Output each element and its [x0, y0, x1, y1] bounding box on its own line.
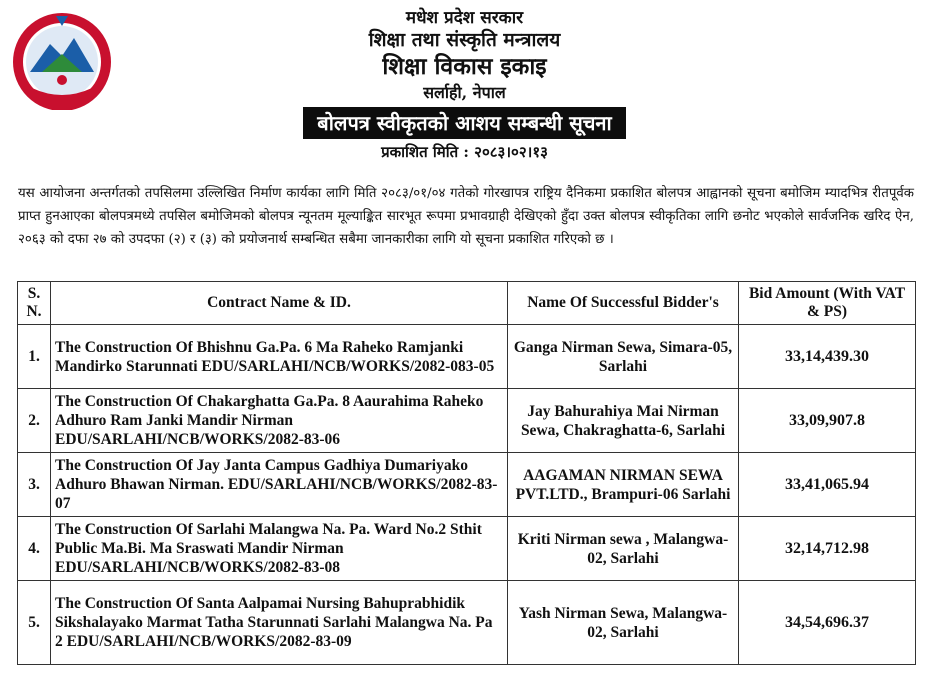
- row-contract: The Construction Of Jay Janta Campus Gadhiya Dumariyako Adhuro Bhawan Nirman. EDU/SARLAHI/NCB/WORKS/2082-83-07: [51, 453, 508, 517]
- province-government: मधेश प्रदेश सरकार: [405, 8, 524, 28]
- row-contract: The Construction Of Bhishnu Ga.Pa. 6 Ma Raheko Ramjanki Mandirko Starunnati EDU/SARLAHI/NCB/WORKS/2082-083-05: [51, 325, 508, 389]
- location: सर्लाही, नेपाल: [423, 83, 506, 102]
- row-bidder: Yash Nirman Sewa, Malangwa-02, Sarlahi: [508, 581, 739, 665]
- row-bidder: Kriti Nirman sewa , Malangwa-02, Sarlahi: [508, 517, 739, 581]
- table-row: [18, 389, 916, 453]
- row-amount: 33,41,065.94: [739, 453, 916, 517]
- row-sn: 2.: [18, 389, 51, 453]
- header-amount: Bid Amount (With VAT & PS): [739, 282, 916, 325]
- row-amount: 33,09,907.8: [739, 389, 916, 453]
- notice-paragraph: यस आयोजना अन्तर्गतको तपसिलमा उल्लिखित निर्माण कार्यका लागि मिति २०८३/०१/०४ गतेको गोरखापत्र राष्ट्रिय दैनिकमा प्रकाशित बोलपत्र आह्वानको सूचना बमोजिम म्यादभित्र रीतपूर्वक प्राप्त हुनआएका बोलपत्रमध्ये तपसिल बमोजिमको बोलपत्र न्यूनतम मूल्याङ्कित सारभूत रूपमा प्रभावग्राही देखिएको हुँदा उक्त बोलपत्र स्वीकृतिका लागि छनोट भएकोले सार्वजनिक खरिद ऐन, २०६३ को दफा २७ को उपदफा (२) र (३) को प्रयोजनार्थ सम्बन्धित सबैमा जानकारीका लागि यो सूचना प्रकाशित गरिएको छ ।: [18, 186, 914, 247]
- row-contract: The Construction Of Chakarghatta Ga.Pa. 8 Aaurahima Raheko Adhuro Ram Janki Mandir Nirman EDU/SARLAHI/NCB/WORKS/2082-83-06: [51, 389, 508, 453]
- row-amount: 32,14,712.98: [739, 517, 916, 581]
- header-contract: Contract Name & ID.: [51, 282, 508, 325]
- notice-title: बोलपत्र स्वीकृतको आशय सम्बन्धी सूचना: [303, 107, 625, 139]
- table-row: [18, 453, 916, 517]
- header: [0, 8, 929, 163]
- row-sn: 1.: [18, 325, 51, 389]
- row-bidder: AAGAMAN NIRMAN SEWA PVT.LTD., Brampuri-06 Sarlahi: [508, 453, 739, 517]
- table-header-row: [18, 282, 916, 325]
- row-sn: 3.: [18, 453, 51, 517]
- row-contract: The Construction Of Santa Aalpamai Nursing Bahuprabhidik Sikshalayako Marmat Tatha Starunnati Sarlahi Malangwa Na. Pa 2 EDU/SARLAHI/NCB/WORKS/2082-83-09: [51, 581, 508, 665]
- row-contract: The Construction Of Sarlahi Malangwa Na. Pa. Ward No.2 Sthit Public Ma.Bi. Ma Sraswati Mandir Nirman EDU/SARLAHI/NCB/WORKS/2082-83-08: [51, 517, 508, 581]
- published-date: प्रकाशित मिति : २०८३।०२।१३: [381, 143, 548, 161]
- bid-table: [17, 281, 916, 665]
- header-sn: S. N.: [18, 282, 51, 325]
- row-amount: 33,14,439.30: [739, 325, 916, 389]
- row-sn: 5.: [18, 581, 51, 665]
- row-sn: 4.: [18, 517, 51, 581]
- table-row: [18, 581, 916, 665]
- table-row: [18, 517, 916, 581]
- table-row: [18, 325, 916, 389]
- row-bidder: Jay Bahurahiya Mai Nirman Sewa, Chakraghatta-6, Sarlahi: [508, 389, 739, 453]
- unit-name: शिक्षा विकास इकाइ: [382, 53, 547, 80]
- row-amount: 34,54,696.37: [739, 581, 916, 665]
- header-bidder: Name Of Successful Bidder's: [508, 282, 739, 325]
- ministry-name: शिक्षा तथा संस्कृति मन्त्रालय: [368, 29, 561, 51]
- row-bidder: Ganga Nirman Sewa, Simara-05, Sarlahi: [508, 325, 739, 389]
